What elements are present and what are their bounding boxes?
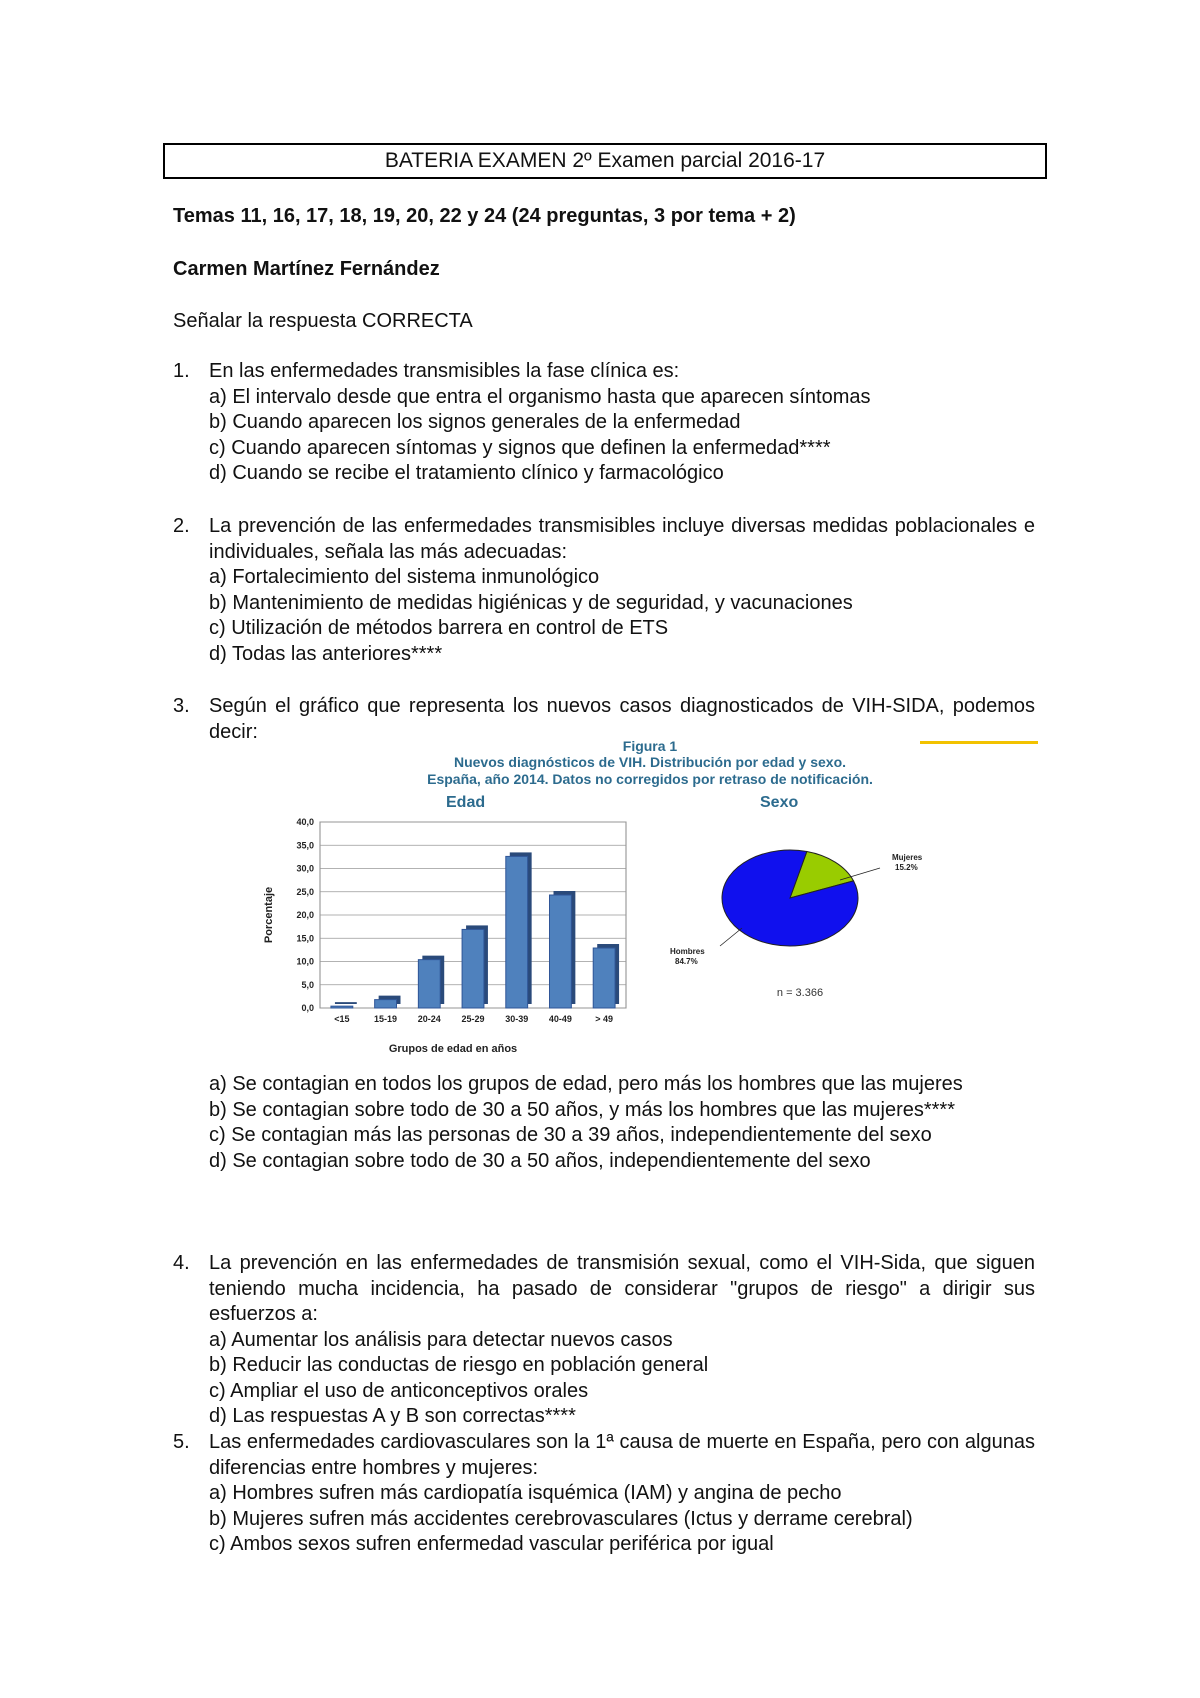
x-tick-label: <15 xyxy=(334,1014,350,1024)
option-c[interactable]: c) Ampliar el uso de anticonceptivos orales xyxy=(209,1379,589,1402)
sexo-title: Sexo xyxy=(760,794,799,811)
x-tick-label: > 49 xyxy=(595,1014,614,1024)
pie-value-mujeres: 15.2% xyxy=(895,863,918,872)
bar-15-19 xyxy=(375,1000,397,1008)
y-tick-label: 20,0 xyxy=(296,910,314,920)
option-c[interactable]: c) Ambos sexos sufren enfermedad vascular periférica por igual xyxy=(209,1533,774,1555)
question-stem: La prevención en las enfermedades de transmisión sexual, como el VIH-Sida, que siguen teniendo mucha incidencia, ha pasado de considerar "grupos de riesgo" a dirigir sus esfuerzos a: xyxy=(209,1252,1035,1325)
y-tick-label: 15,0 xyxy=(296,933,314,944)
question-number: 1. xyxy=(173,360,190,382)
author-name: Carmen Martínez Fernández xyxy=(173,258,440,280)
y-tick-label: 10,0 xyxy=(296,956,314,967)
option-d[interactable]: d) Las respuestas A y B son correctas**** xyxy=(209,1405,576,1427)
sample-size: n = 3.366 xyxy=(776,987,824,998)
x-tick-label: 15-19 xyxy=(374,1014,398,1024)
option-c[interactable]: c) Utilización de métodos barrera en control de ETS xyxy=(209,617,669,639)
x-tick-label: 40-49 xyxy=(548,1014,572,1024)
bar-30-39 xyxy=(506,856,528,1008)
question-stem: Las enfermedades cardiovasculares son la 1ª causa de muerte en España, pero con algunas diferencias entre hombres y mujeres: xyxy=(209,1431,1035,1479)
y-tick-label: 5,0 xyxy=(301,979,314,990)
figure-label: Figura 1 xyxy=(622,738,678,754)
question-5 xyxy=(173,1430,1035,1558)
option-b[interactable]: b) Reducir las conductas de riesgo en población general xyxy=(209,1354,709,1376)
question-number: 4. xyxy=(173,1252,190,1274)
question-number: 3. xyxy=(173,695,190,717)
topics-line: Temas 11, 16, 17, 18, 19, 20, 22 y 24 (24 preguntas, 3 por tema + 2) xyxy=(173,205,796,227)
option-d[interactable]: d) Cuando se recibe el tratamiento clínico y farmacológico xyxy=(209,462,724,484)
age-bar-chart xyxy=(260,814,640,1058)
question-stem: En las enfermedades transmisibles la fase clínica es: xyxy=(209,360,680,382)
x-tick-label: 30-39 xyxy=(505,1014,529,1024)
question-2 xyxy=(173,514,1035,667)
option-c[interactable]: c) Se contagian más las personas de 30 a 39 años, independientemente del sexo xyxy=(209,1124,932,1146)
option-b[interactable]: b) Cuando aparecen los signos generales de la enfermedad xyxy=(209,411,741,433)
option-b[interactable]: b) Mantenimiento de medidas higiénicas y de seguridad, y vacunaciones xyxy=(209,591,853,614)
option-d[interactable]: d) Todas las anteriores**** xyxy=(209,642,443,665)
bar-> 49 xyxy=(593,948,615,1008)
y-tick-label: 0,0 xyxy=(301,1003,314,1013)
option-c[interactable]: c) Cuando aparecen síntomas y signos que definen la enfermedad**** xyxy=(209,436,831,459)
question-3-options xyxy=(173,1072,1035,1174)
option-b[interactable]: b) Se contagian sobre todo de 30 a 50 años, y más los hombres que las mujeres**** xyxy=(209,1098,955,1121)
question-4 xyxy=(173,1251,1035,1430)
option-a[interactable]: a) El intervalo desde que entra el organismo hasta que aparecen síntomas xyxy=(209,385,871,408)
bar-40-49 xyxy=(550,895,572,1008)
question-1 xyxy=(173,359,1035,487)
question-stem: Según el gráfico que representa los nuevos casos diagnosticados de VIH-SIDA, podemos decir: xyxy=(209,695,1035,743)
pie-label-mujeres: Mujeres xyxy=(892,853,923,862)
y-tick-label: 25,0 xyxy=(296,886,314,897)
pie-label-hombres: Hombres xyxy=(670,947,705,956)
y-tick-label: 40,0 xyxy=(296,817,314,827)
y-axis-label: Porcentaje xyxy=(263,886,275,944)
instruction-line: Señalar la respuesta CORRECTA xyxy=(173,310,473,332)
y-tick-label: 35,0 xyxy=(296,840,314,851)
hiv-figure xyxy=(260,738,980,1058)
sex-pie-chart xyxy=(660,828,970,998)
pie-value-hombres: 84.7% xyxy=(675,957,698,966)
exam-title: BATERIA EXAMEN 2º Examen parcial 2016-17 xyxy=(163,143,1047,179)
question-number: 5. xyxy=(173,1431,190,1453)
x-axis-label: Grupos de edad en años xyxy=(388,1043,518,1055)
x-tick-label: 25-29 xyxy=(461,1014,485,1024)
bar-<15 xyxy=(331,1006,353,1008)
bar-20-24 xyxy=(418,960,440,1008)
option-a[interactable]: a) Fortalecimiento del sistema inmunológico xyxy=(209,566,600,588)
option-b[interactable]: b) Mujeres sufren más accidentes cerebrovasculares (Ictus y derrame cerebral) xyxy=(209,1507,913,1530)
x-tick-label: 20-24 xyxy=(417,1014,441,1024)
bar-25-29 xyxy=(462,929,484,1008)
leader-line xyxy=(720,928,742,946)
question-number: 2. xyxy=(173,515,190,537)
y-tick-label: 30,0 xyxy=(296,863,314,874)
option-a[interactable]: a) Se contagian en todos los grupos de edad, pero más los hombres que las mujeres xyxy=(209,1073,963,1095)
edad-title: Edad xyxy=(446,794,486,811)
question-stem: La prevención de las enfermedades transmisibles incluye diversas medidas poblacionales e individuales, señala las más adecuadas: xyxy=(209,515,1035,563)
figure-title-1: Nuevos diagnósticos de VIH. Distribución por edad y sexo. xyxy=(453,754,847,770)
option-a[interactable]: a) Aumentar los análisis para detectar nuevos casos xyxy=(209,1328,673,1351)
option-a[interactable]: a) Hombres sufren más cardiopatía isquémica (IAM) y angina de pecho xyxy=(209,1482,842,1504)
figure-title-2: España, año 2014. Datos no corregidos por retraso de notificación. xyxy=(427,771,873,787)
option-d[interactable]: d) Se contagian sobre todo de 30 a 50 años, independientemente del sexo xyxy=(209,1149,871,1172)
bar-shadow xyxy=(335,1002,357,1004)
